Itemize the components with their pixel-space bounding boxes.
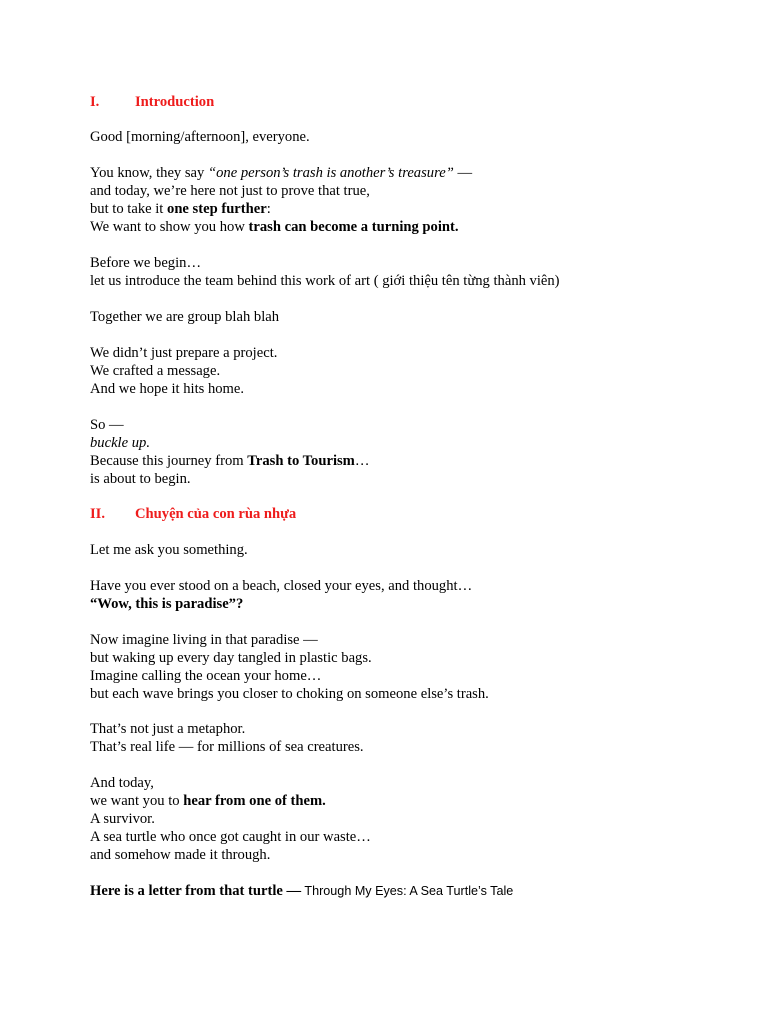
bold-text: one step further	[167, 201, 267, 217]
text-line: And we hope it hits home.	[90, 381, 245, 397]
text-line: So —	[90, 417, 124, 433]
text-span: we want you to	[90, 793, 184, 809]
text-line	[90, 218, 730, 236]
greeting-paragraph	[90, 128, 730, 146]
text-line	[90, 792, 730, 810]
italic-text: buckle up.	[90, 435, 150, 451]
text-line: is about to begin.	[90, 471, 191, 487]
text-line: and somehow made it through.	[90, 847, 271, 863]
text-line	[90, 882, 730, 900]
text-line: Good [morning/afternoon], everyone.	[90, 129, 310, 145]
text-span: …	[354, 453, 370, 469]
group-paragraph	[90, 308, 730, 326]
text-span: —	[453, 165, 473, 181]
text-line	[90, 200, 730, 218]
section-number: I.	[90, 94, 100, 110]
text-line: let us introduce the team behind this work of art ( giới thiệu tên từng thành viên)	[90, 273, 560, 289]
paradise-paragraph	[90, 577, 730, 613]
quote-text: “one person’s trash is another’s treasure”	[207, 165, 454, 181]
survivor-paragraph	[90, 774, 730, 864]
text-line: Before we begin…	[90, 255, 202, 271]
section-heading-turtle-story	[90, 505, 296, 523]
text-line	[90, 434, 730, 452]
section-heading-introduction	[90, 93, 214, 111]
text-span: :	[266, 201, 271, 217]
text-line	[90, 164, 730, 182]
text-span: We want to show you how	[90, 219, 249, 235]
text-span: Because this journey from	[90, 453, 248, 469]
section-title: Chuyện của con rùa nhựa	[135, 506, 297, 522]
text-line: but waking up every day tangled in plastic bags.	[90, 650, 372, 666]
text-line: That’s real life — for millions of sea creatures.	[90, 739, 364, 755]
team-intro-paragraph	[90, 254, 730, 290]
question-paragraph	[90, 541, 730, 559]
letter-title: Through My Eyes: A Sea Turtle’s Tale	[301, 884, 514, 898]
section-title: Introduction	[135, 94, 215, 110]
text-line: We didn’t just prepare a project.	[90, 345, 278, 361]
text-line: but each wave brings you closer to choking on someone else’s trash.	[90, 686, 489, 702]
text-line: And today,	[90, 775, 154, 791]
metaphor-paragraph	[90, 720, 730, 756]
bold-text: trash can become a turning point.	[248, 219, 459, 235]
bold-text: Trash to Tourism	[247, 453, 355, 469]
buckle-up-paragraph	[90, 416, 730, 488]
closing-paragraph	[90, 882, 730, 900]
text-span: You know, they say	[90, 165, 208, 181]
bold-text: hear from one of them.	[183, 793, 326, 809]
text-line: Imagine calling the ocean your home…	[90, 668, 322, 684]
bold-text: “Wow, this is paradise”?	[90, 596, 244, 612]
intro-paragraph	[90, 164, 730, 236]
text-line	[90, 595, 730, 613]
text-line: Together we are group blah blah	[90, 309, 280, 325]
text-line: A survivor.	[90, 811, 155, 827]
message-paragraph	[90, 344, 730, 398]
text-span: but to take it	[90, 201, 168, 217]
bold-text: Here is a letter from that turtle —	[90, 883, 302, 899]
imagine-paragraph	[90, 631, 730, 703]
text-line: Let me ask you something.	[90, 542, 248, 558]
text-line: Have you ever stood on a beach, closed your eyes, and thought…	[90, 578, 473, 594]
text-line: That’s not just a metaphor.	[90, 721, 246, 737]
text-line: and today, we’re here not just to prove that true,	[90, 183, 370, 199]
text-line	[90, 452, 730, 470]
text-line: Now imagine living in that paradise —	[90, 632, 318, 648]
text-line: A sea turtle who once got caught in our waste…	[90, 829, 371, 845]
text-line: We crafted a message.	[90, 363, 221, 379]
section-number: II.	[90, 506, 106, 522]
